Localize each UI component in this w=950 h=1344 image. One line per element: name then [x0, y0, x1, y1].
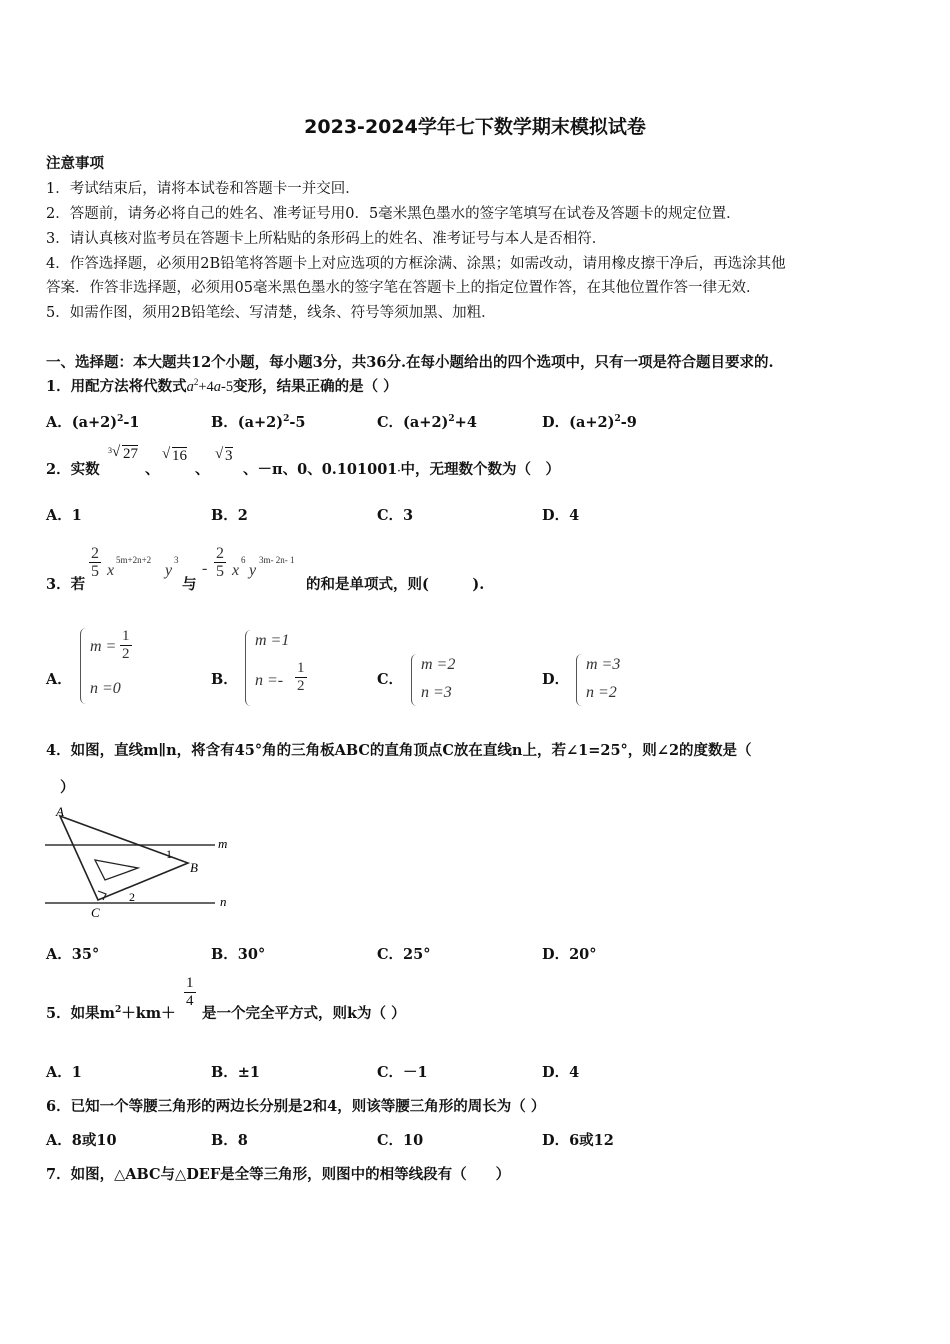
q3-option-c: C．: [377, 671, 404, 688]
q6-option-b: B．8: [211, 1132, 248, 1149]
question-7: 7．如图，△ABC与△DEF是全等三角形，则图中的相等线段有（ ）: [46, 1166, 511, 1183]
q1-expr: a: [213, 379, 222, 395]
q4-option-d: D．20°: [542, 946, 597, 963]
question-4: 4．如图，直线m∥n，将含有45°角的三角板ABC的直角顶点C放在直线n上，若∠1=25°，则∠2的度数是（: [46, 742, 752, 759]
q2-stem-a: 2．实数: [46, 461, 100, 478]
triangle-inner: [95, 860, 138, 880]
q5-option-b: B．±1: [211, 1064, 261, 1081]
q1-option-a: A．$(a+2)^2-1$: [46, 414, 140, 431]
q4-option-a: A．35°: [46, 946, 100, 963]
notes-heading: 注意事项: [46, 155, 104, 172]
question-2: [46, 458, 100, 479]
question-6: 6．已知一个等腰三角形的两边长分别是2和4，则该等腰三角形的周长为（ ）: [46, 1098, 546, 1115]
q4-stem-end: ）: [60, 779, 75, 796]
q2-sep: 、: [145, 461, 160, 478]
page-title: 2023-2024学年七下数学期末模拟试卷: [304, 116, 646, 138]
q1-expr: -5: [221, 379, 234, 395]
q6-option-d: D．6或12: [542, 1132, 614, 1149]
q1-stem-a: 1．用配方法将代数式: [46, 378, 187, 395]
q6-option-c: C．10: [377, 1132, 424, 1149]
section-heading: 一、选择题：本大题共12个小题，每小题3分，共36分.在每小题给出的四个选项中，只有一项是符合题目要求的.: [46, 354, 774, 371]
q1-expr: +4: [198, 379, 214, 395]
q2-stem-b: 、－π、0、0.101001·中，无理数个数为（ ）: [243, 461, 561, 478]
q4-option-c: C．25°: [377, 946, 431, 963]
q3-stem-b: 的和是单项式，则( ).: [306, 576, 485, 593]
q5-stem-c: 是一个完全平方式，则k为（ ）: [202, 1005, 406, 1022]
q3-option-d: D．: [542, 671, 570, 688]
q1-option-b: B．$(a+2)^2-5$: [211, 414, 306, 431]
note-item: 3．请认真核对监考员在答题卡上所粘贴的条形码上的姓名、准考证号与本人是否相符．: [46, 231, 607, 247]
q1-option-c: C．$(a+2)^2+4$: [377, 414, 477, 431]
q1-stem-b: 变形，结果正确的是（ ）: [233, 378, 398, 395]
q2-option-b: B．2: [211, 507, 248, 524]
note-item: 1．考试结束后，请将本试卷和答题卡一并交回．: [46, 181, 360, 197]
q1-expr-sup: 2: [193, 377, 199, 388]
note-item: 5．如需作图，须用2B铅笔绘、写清楚，线条、符号等须加黑、加粗．: [46, 305, 496, 321]
label-m: m: [218, 836, 228, 851]
note-item: 4．作答选择题，必须用2B铅笔将答题卡上对应选项的方框涂满、涂黑；如需改动，请用橡皮擦干净后，再选涂其他: [46, 256, 786, 272]
question-1: [46, 375, 398, 396]
q1-option-d: D．$(a+2)^2-9$: [542, 414, 637, 431]
q2-sep: 、: [195, 461, 210, 478]
label-a: A: [56, 804, 64, 819]
q4-option-b: B．30°: [211, 946, 266, 963]
q5-option-d: D．4: [542, 1064, 580, 1081]
label-angle-1: 1: [166, 847, 172, 861]
q3-option-a: A．: [46, 671, 72, 688]
q2-option-a: A．1: [46, 507, 82, 524]
q2-option-c: C．3: [377, 507, 414, 524]
note-item: 答案．作答非选择题，必须用05毫米黑色墨水的签字笔在答题卡上的指定位置作答，在其他位置作答一律无效．: [46, 280, 761, 296]
q2-option-d: D．4: [542, 507, 580, 524]
q5-option-c: C．－1: [377, 1064, 428, 1081]
question-5: 5．如果$m^2+km+$: [46, 1005, 176, 1022]
q3-and: 与: [182, 576, 197, 593]
label-c: C: [91, 905, 100, 920]
label-n: n: [220, 894, 227, 909]
label-b: B: [190, 860, 198, 875]
q3-stem-a: 3．若: [46, 576, 86, 593]
q3-option-b: B．: [211, 671, 238, 688]
q6-option-a: A．8或10: [46, 1132, 117, 1149]
note-item: 2．答题前，请务必将自己的姓名、准考证号用0．5毫米黑色墨水的签字笔填写在试卷及答题卡的规定位置．: [46, 206, 741, 222]
q1-expr: a: [186, 379, 194, 395]
label-angle-2: 2: [129, 890, 135, 904]
q5-option-a: A．1: [46, 1064, 82, 1081]
q5-fraction: $\frac{1}{4}$: [186, 975, 194, 1009]
q4-figure: [40, 800, 240, 925]
